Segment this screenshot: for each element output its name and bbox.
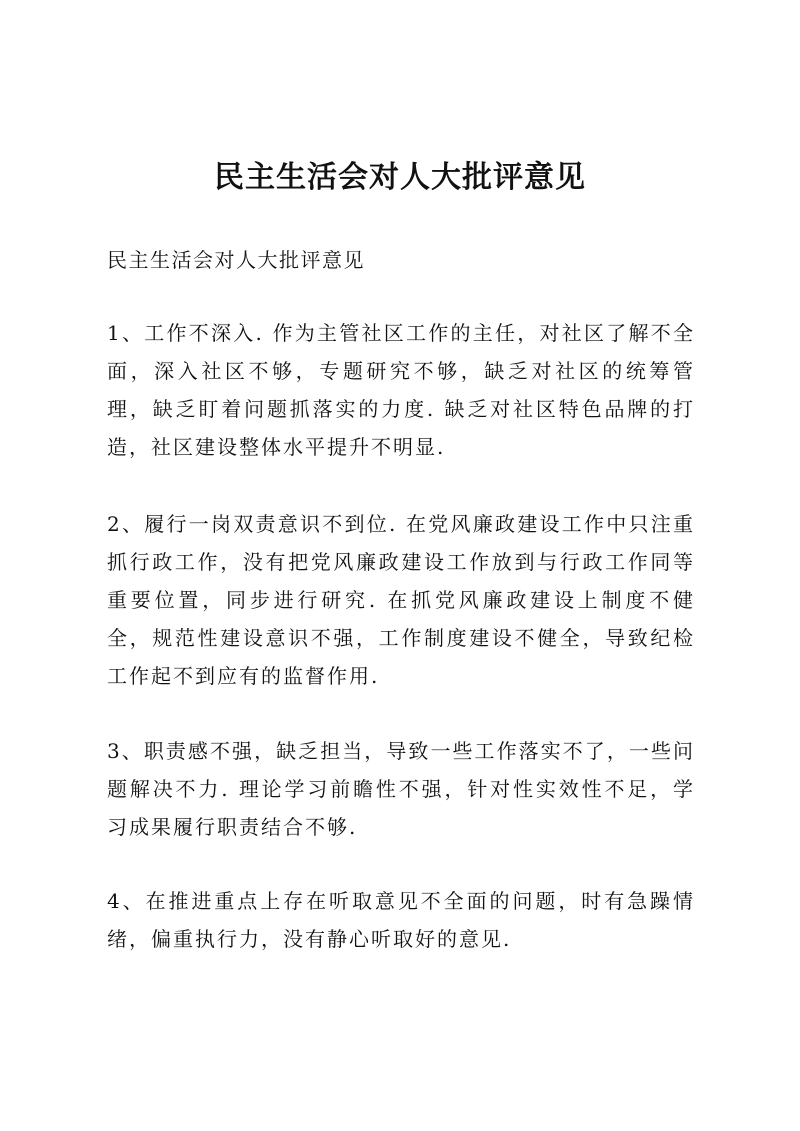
- document-subtitle: 民主生活会对人大批评意见: [107, 248, 365, 272]
- paragraph-1: 1、工作不深入. 作为主管社区工作的主任，对社区了解不全面，深入社区不够，专题研究不够，缺乏对社区的统筹管理，缺乏盯着问题抓落实的力度. 缺乏对社区特色品牌的打造，社区建设整体水平提升不明显.: [107, 321, 695, 459]
- document-title: 民主生活会对人大批评意见: [214, 160, 586, 195]
- paragraph-4: 4、在推进重点上存在听取意见不全面的问题，时有急躁情绪，偏重执行力，没有静心听取好的意见.: [107, 889, 695, 951]
- paragraph-2: 2、履行一岗双责意识不到位. 在党风廉政建设工作中只注重抓行政工作，没有把党风廉政建设工作放到与行政工作同等重要位置，同步进行研究. 在抓党风廉政建设上制度不健全，规范性建设意识不强，工作制度建设不健全，导致纪检工作起不到应有的监督作用.: [107, 512, 695, 688]
- paragraph-3: 3、职责感不强，缺乏担当，导致一些工作落实不了，一些问题解决不力. 理论学习前瞻性不强，针对性实效性不足，学习成果履行职责结合不够.: [107, 739, 695, 839]
